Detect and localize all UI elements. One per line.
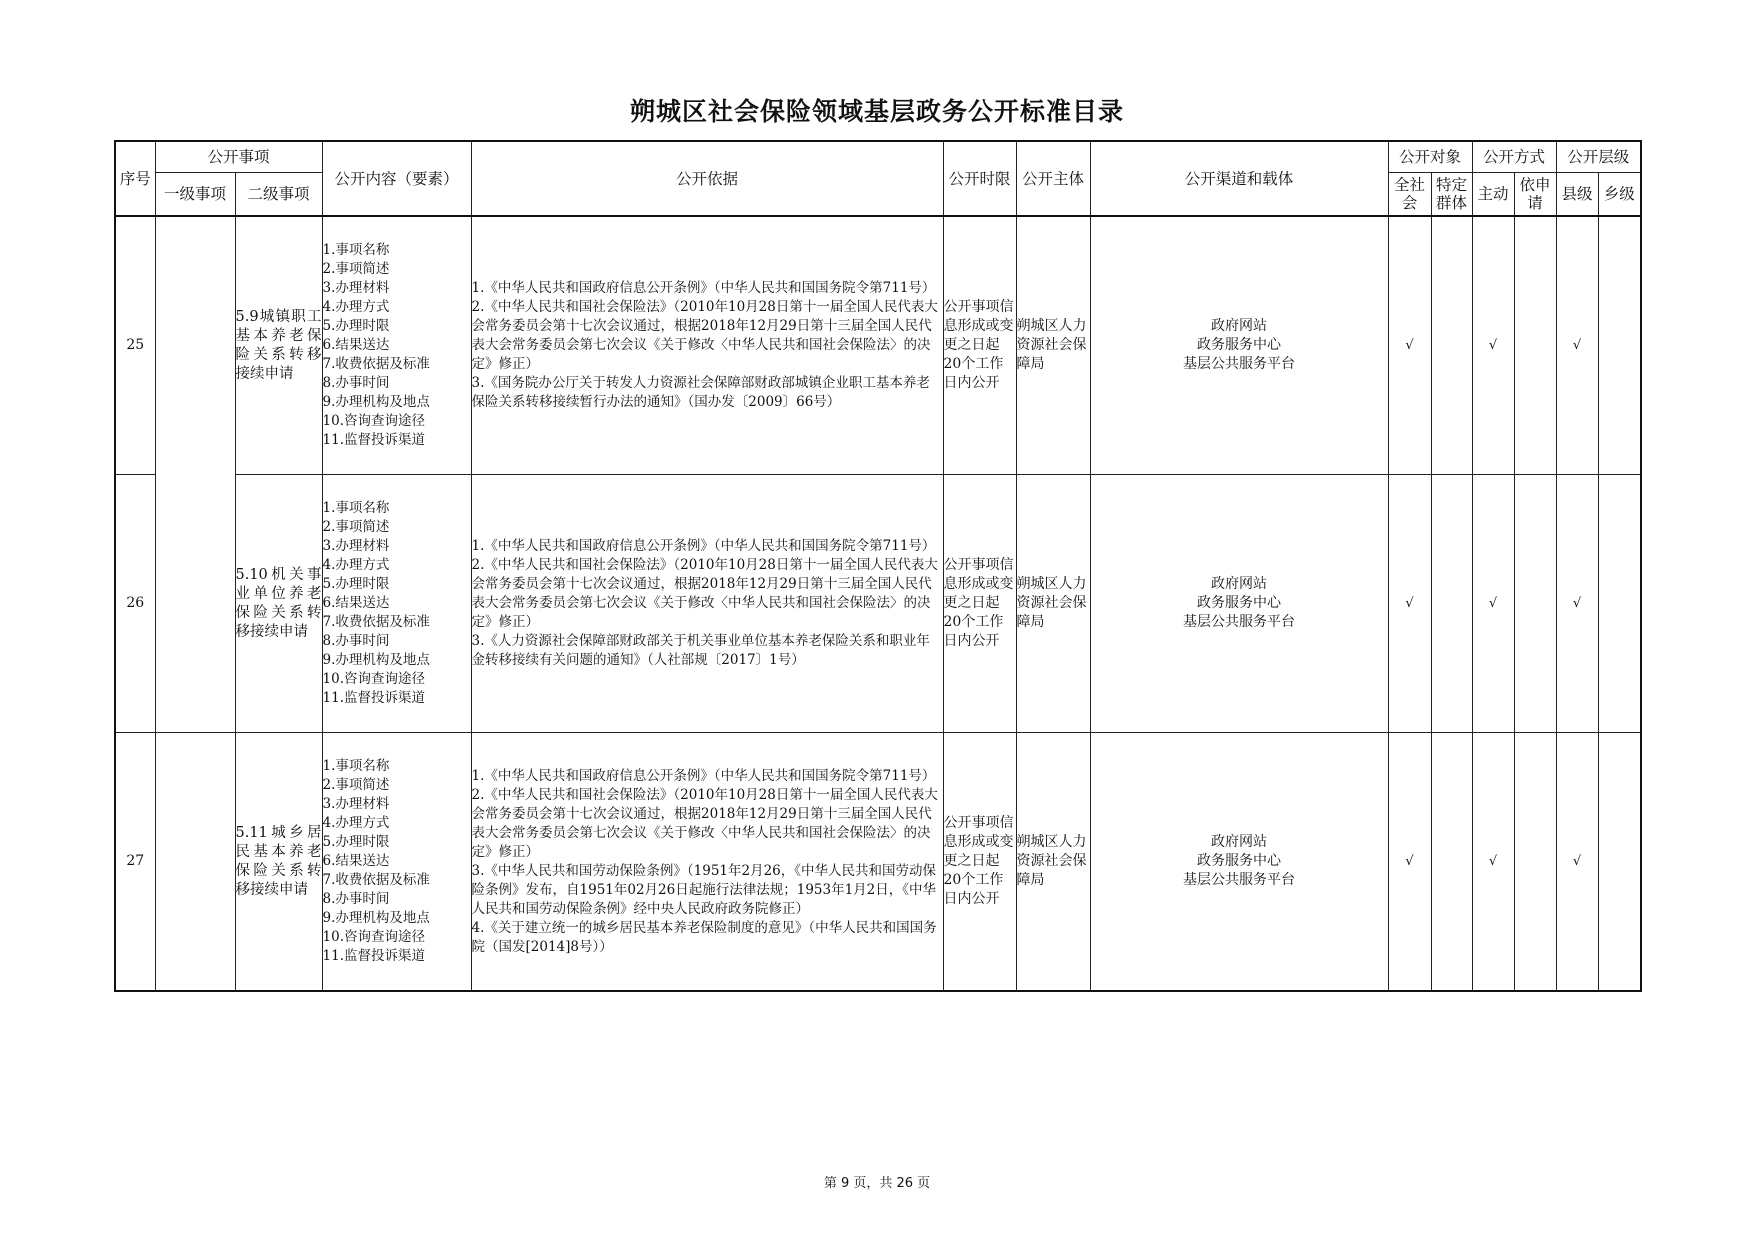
content-element: 6.结果送达: [322, 595, 390, 611]
channel-item: 政府网站: [1211, 318, 1268, 334]
header-target-specific: 特定群体: [1431, 173, 1472, 217]
content-element: 1.事项名称: [322, 758, 390, 774]
content-element: 10.咨询查询途径: [322, 413, 425, 429]
level-town-check: [1598, 733, 1641, 992]
level-town-check: [1598, 216, 1641, 475]
content-elements: [322, 733, 471, 992]
content-element: 5.办理时限: [322, 318, 390, 334]
content-element: 3.办理材料: [322, 280, 390, 296]
header-level: 公开层级: [1556, 141, 1641, 173]
basis-list: [471, 475, 943, 733]
channel-list: [1090, 733, 1388, 992]
level-county-check: √: [1556, 733, 1598, 992]
table-row: [115, 216, 1641, 475]
table-row: [115, 475, 1641, 733]
content-element: 5.办理时限: [322, 834, 390, 850]
method-request-check: [1514, 216, 1556, 475]
content-element: 11.监督投诉渠道: [322, 948, 425, 964]
content-element: 6.结果送达: [322, 337, 390, 353]
basis-item: 4.《关于建立统一的城乡居民基本养老保险制度的意见》（中华人民共和国国务院（国发[2014]8号））: [471, 919, 937, 955]
disclosure-time: 公开事项信息形成或变更之日起20个工作日内公开: [943, 216, 1016, 475]
basis-item: 1.《中华人民共和国政府信息公开条例》（中华人民共和国国务院令第711号）: [471, 767, 936, 784]
basis-list: [471, 216, 943, 475]
header-basis: 公开依据: [471, 141, 943, 216]
level1-cell: [155, 733, 235, 992]
header-seq: 序号: [115, 141, 155, 216]
disclosure-time: 公开事项信息形成或变更之日起20个工作日内公开: [943, 475, 1016, 733]
content-element: 4.办理方式: [322, 299, 390, 315]
content-element: 4.办理方式: [322, 557, 390, 573]
channel-item: 基层公共服务平台: [1183, 614, 1296, 630]
level2-item: 5.11城乡居民基本养老保险关系转移接续申请: [235, 733, 322, 992]
method-active-check: √: [1472, 216, 1514, 475]
content-element: 3.办理材料: [322, 538, 390, 554]
content-element: 2.事项简述: [322, 519, 390, 535]
channel-item: 基层公共服务平台: [1183, 872, 1296, 888]
level-county-check: √: [1556, 475, 1598, 733]
method-request-check: [1514, 475, 1556, 733]
content-element: 10.咨询查询途径: [322, 929, 425, 945]
target-all-check: √: [1388, 733, 1431, 992]
content-element: 3.办理材料: [322, 796, 390, 812]
content-element: 4.办理方式: [322, 815, 390, 831]
header-matter: 公开事项: [155, 141, 322, 173]
content-element: 2.事项简述: [322, 777, 390, 793]
content-element: 6.结果送达: [322, 853, 390, 869]
level2-item: 5.9城镇职工基本养老保险关系转移接续申请: [235, 216, 322, 475]
disclosure-subject: 朔城区人力资源社会保障局: [1016, 216, 1090, 475]
catalog-table: [114, 140, 1642, 992]
content-element: 1.事项名称: [322, 500, 390, 516]
content-elements: [322, 475, 471, 733]
content-element: 7.收费依据及标准: [322, 872, 430, 888]
header-method: 公开方式: [1472, 141, 1556, 173]
basis-item: 3.《中华人民共和国劳动保险条例》（1951年2月26，《中华人民共和国劳动保险条例》发布，自1951年02月26日起施行法律法规；1953年1月2日，《中华人民共和国劳动保险条例》经中央人民政府政务院修正）: [471, 862, 937, 917]
content-element: 1.事项名称: [322, 242, 390, 258]
method-request-check: [1514, 733, 1556, 992]
header-level1: 一级事项: [155, 173, 235, 217]
content-element: 9.办理机构及地点: [322, 652, 430, 668]
content-element: 9.办理机构及地点: [322, 910, 430, 926]
content-element: 7.收费依据及标准: [322, 614, 430, 630]
level2-item: 5.10机关事业单位养老保险关系转移接续申请: [235, 475, 322, 733]
page-footer: 第 9 页，共 26 页: [823, 1176, 931, 1191]
method-active-check: √: [1472, 475, 1514, 733]
content-element: 11.监督投诉渠道: [322, 690, 425, 706]
row-number: 27: [115, 733, 155, 992]
channel-item: 政府网站: [1211, 576, 1268, 592]
row-number: 26: [115, 475, 155, 733]
content-element: 9.办理机构及地点: [322, 394, 430, 410]
target-specific-check: [1431, 475, 1472, 733]
channel-item: 政府网站: [1211, 834, 1268, 850]
header-method-active: 主动: [1472, 173, 1514, 217]
table-row: [115, 733, 1641, 992]
basis-item: 3.《国务院办公厅关于转发人力资源社会保障部财政部城镇企业职工基本养老保险关系转移接续暂行办法的通知》（国办发〔2009〕66号）: [471, 375, 930, 410]
header-level2: 二级事项: [235, 173, 322, 217]
table-body: [115, 216, 1641, 991]
channel-item: 政务服务中心: [1197, 337, 1282, 353]
basis-item: 2.《中华人民共和国社会保险法》（2010年10月28日第十一届全国人民代表大会常务委员会第十七次会议通过，根据2018年12月29日第十三届全国人民代表大会常务委员会第七次会议《关于修改〈中华人民共和国社会保险法〉的决定》修正）: [471, 299, 938, 372]
content-element: 8.办事时间: [322, 375, 390, 391]
target-specific-check: [1431, 216, 1472, 475]
header-subject: 公开主体: [1016, 141, 1090, 216]
basis-item: 3.《人力资源社会保障部财政部关于机关事业单位基本养老保险关系和职业年金转移接续有关问题的通知》（人社部规〔2017〕1号）: [471, 633, 930, 668]
content-element: 8.办事时间: [322, 891, 390, 907]
header-time: 公开时限: [943, 141, 1016, 216]
method-active-check: √: [1472, 733, 1514, 992]
content-element: 5.办理时限: [322, 576, 390, 592]
basis-item: 1.《中华人民共和国政府信息公开条例》（中华人民共和国国务院令第711号）: [471, 280, 936, 296]
channel-list: [1090, 475, 1388, 733]
header-method-request: 依申请: [1514, 173, 1556, 217]
content-element: 10.咨询查询途径: [322, 671, 425, 687]
target-specific-check: [1431, 733, 1472, 992]
basis-item: 2.《中华人民共和国社会保险法》（2010年10月28日第十一届全国人民代表大会常务委员会第十七次会议通过，根据2018年12月29日第十三届全国人民代表大会常务委员会第七次会议《关于修改〈中华人民共和国社会保险法〉的决定》修正）: [471, 786, 938, 860]
level1-cell: [155, 216, 235, 733]
content-element: 2.事项简述: [322, 261, 390, 277]
content-element: 7.收费依据及标准: [322, 356, 430, 372]
disclosure-subject: 朔城区人力资源社会保障局: [1016, 733, 1090, 992]
disclosure-time: 公开事项信息形成或变更之日起20个工作日内公开: [943, 733, 1016, 992]
page-title: 朔城区社会保险领域基层政务公开标准目录: [629, 97, 1124, 126]
row-number: 25: [115, 216, 155, 475]
content-elements: [322, 216, 471, 475]
content-element: 11.监督投诉渠道: [322, 432, 425, 448]
level-county-check: √: [1556, 216, 1598, 475]
basis-list: [471, 733, 943, 992]
header-level-county: 县级: [1556, 173, 1598, 217]
header-channel: 公开渠道和载体: [1090, 141, 1388, 216]
basis-item: 1.《中华人民共和国政府信息公开条例》（中华人民共和国国务院令第711号）: [471, 538, 936, 554]
channel-item: 政务服务中心: [1197, 595, 1282, 611]
disclosure-subject: 朔城区人力资源社会保障局: [1016, 475, 1090, 733]
header-level-town: 乡级: [1598, 173, 1641, 217]
header-content: 公开内容（要素）: [322, 141, 471, 216]
basis-item: 2.《中华人民共和国社会保险法》（2010年10月28日第十一届全国人民代表大会常务委员会第十七次会议通过，根据2018年12月29日第十三届全国人民代表大会常务委员会第七次会议《关于修改〈中华人民共和国社会保险法〉的决定》修正）: [471, 557, 938, 630]
content-element: 8.办事时间: [322, 633, 390, 649]
target-all-check: √: [1388, 216, 1431, 475]
channel-item: 政务服务中心: [1197, 853, 1282, 869]
header-target-all: 全社会: [1388, 173, 1431, 217]
level-town-check: [1598, 475, 1641, 733]
channel-item: 基层公共服务平台: [1183, 356, 1296, 372]
header-target: 公开对象: [1388, 141, 1472, 173]
target-all-check: √: [1388, 475, 1431, 733]
channel-list: [1090, 216, 1388, 475]
table-header: [115, 141, 1641, 216]
